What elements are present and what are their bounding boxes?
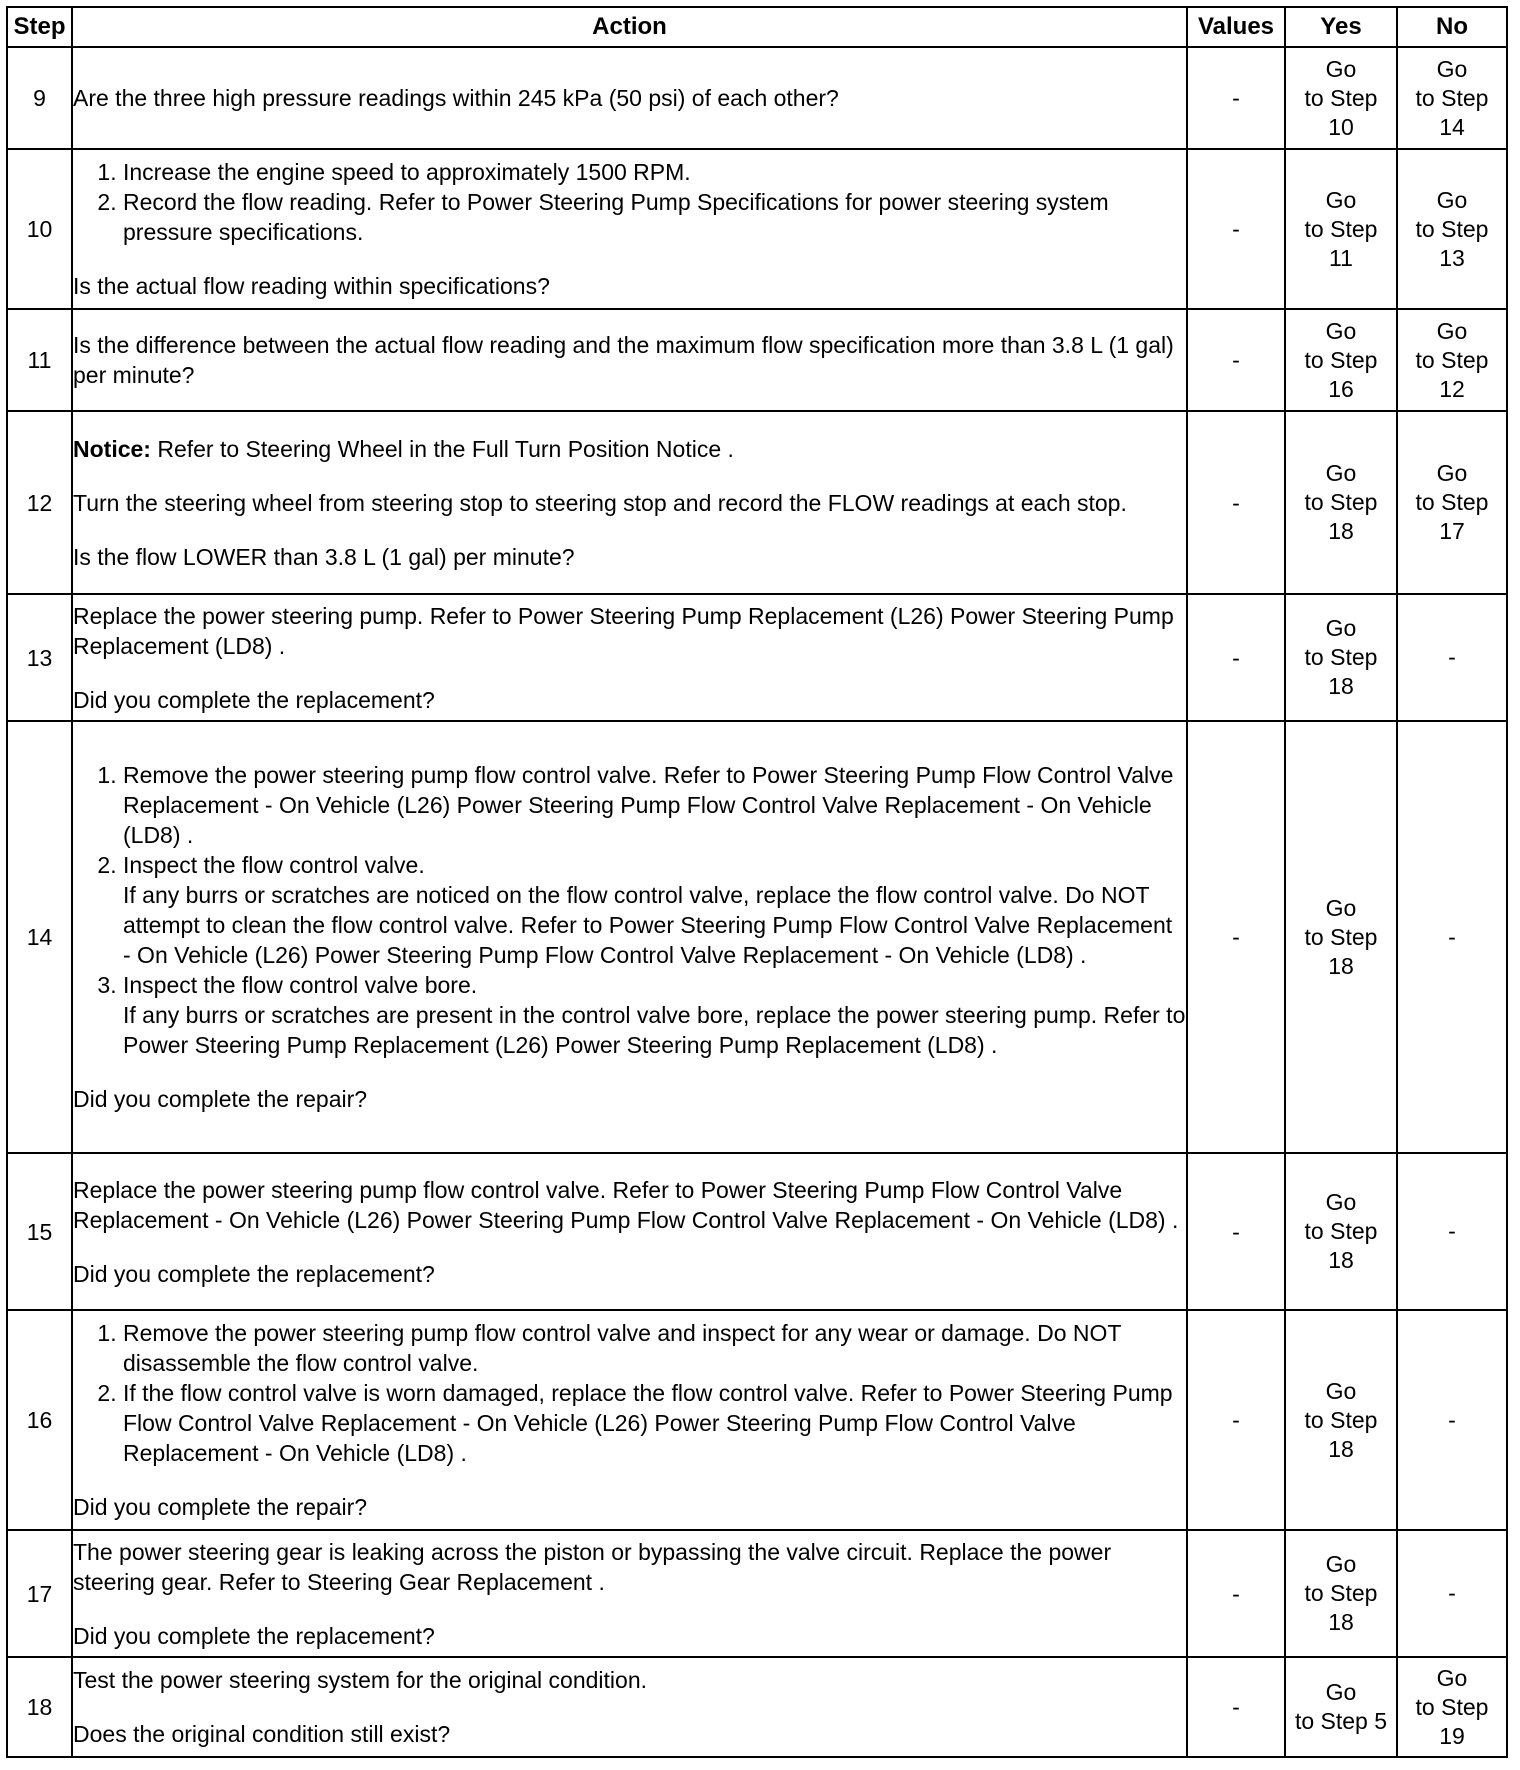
step-number: 9 [7, 47, 72, 149]
yes-go: Go [1325, 55, 1357, 82]
action-instruction: The power steering gear is leaking across the piston or bypassing the valve circuit. Replace the power steering gear. Refer to Steering Gear Replacement . [73, 1538, 1112, 1595]
action-text: Are the three high pressure readings within 245 kPa (50 psi) of each other? [73, 85, 839, 111]
no-dash: - [1448, 1218, 1456, 1244]
action-text: Is the difference between the actual flow reading and the maximum flow specification more than 3.8 L (1 gal) per minute? [73, 332, 1174, 388]
action-list [73, 1318, 1186, 1468]
notice [73, 434, 1186, 464]
no-go: Go [1436, 1664, 1468, 1691]
yes-step-number: 18 [1328, 518, 1354, 544]
yes-step-number: 16 [1328, 375, 1354, 402]
action-cell [72, 1153, 1187, 1310]
no-dash: - [1448, 644, 1456, 670]
table-row [7, 47, 1507, 149]
values-cell: - [1187, 1657, 1285, 1757]
action-cell [72, 721, 1187, 1153]
no-dash: - [1448, 923, 1456, 950]
table-row [7, 1153, 1507, 1310]
no-step-number: 19 [1439, 1722, 1465, 1749]
no-to-step: to Step [1415, 489, 1489, 515]
yes-to-step: to Step [1304, 84, 1378, 111]
header-row [7, 7, 1507, 47]
header-no: No [1397, 7, 1507, 47]
no-to-step: to Step [1415, 346, 1489, 373]
action-question: Did you complete the replacement? [73, 686, 435, 713]
table-row [7, 1310, 1507, 1530]
action-list [73, 157, 1186, 247]
yes-cell [1285, 721, 1397, 1153]
values-cell: - [1187, 721, 1285, 1153]
yes-to-step: to Step [1304, 346, 1378, 373]
values-cell: - [1187, 594, 1285, 721]
no-dash: - [1448, 1580, 1456, 1606]
yes-go: Go [1325, 460, 1357, 486]
list-item [123, 970, 1186, 1060]
action-instruction: Replace the power steering pump flow control valve. Refer to Power Steering Pump Flow Control Valve Replacement - On Vehicle (L26) Power Steering Pump Flow Control Valve Replacement - On Vehicle (LD8) . [73, 1176, 1179, 1233]
step-number: 12 [7, 411, 72, 594]
no-cell [1397, 721, 1507, 1153]
header-action: Action [72, 7, 1187, 47]
no-cell [1397, 1310, 1507, 1530]
step-number: 18 [7, 1657, 72, 1757]
yes-go: Go [1325, 317, 1357, 344]
yes-step-number: 18 [1328, 1435, 1354, 1462]
yes-cell [1285, 47, 1397, 149]
table-row [7, 594, 1507, 721]
step-number: 14 [7, 721, 72, 1153]
action-cell [72, 1657, 1187, 1757]
yes-to-step: to Step [1304, 644, 1378, 670]
action-question: Did you complete the replacement? [73, 1260, 435, 1287]
header-values: Values [1187, 7, 1285, 47]
list-item-main: Inspect the flow control valve. [123, 852, 425, 878]
values-cell: - [1187, 309, 1285, 411]
yes-step-number: 18 [1328, 1609, 1354, 1635]
table-row [7, 721, 1507, 1153]
yes-to-step: to Step [1304, 1218, 1378, 1244]
diagnostic-table [6, 6, 1508, 1758]
yes-step-number: 18 [1328, 952, 1354, 979]
action-cell [72, 1310, 1187, 1530]
step-number: 11 [7, 309, 72, 411]
yes-go: Go [1325, 894, 1357, 921]
no-cell [1397, 1153, 1507, 1310]
action-list [73, 760, 1186, 1060]
no-go: Go [1436, 55, 1468, 82]
yes-cell [1285, 594, 1397, 721]
yes-cell [1285, 1153, 1397, 1310]
yes-step-number: 18 [1328, 673, 1354, 699]
action-question: Did you complete the repair? [73, 1086, 368, 1112]
values-cell: - [1187, 149, 1285, 309]
yes-cell [1285, 1530, 1397, 1657]
step-number: 17 [7, 1530, 72, 1657]
yes-to-step: to Step [1304, 923, 1378, 950]
yes-to-step: to Step [1304, 1580, 1378, 1606]
yes-to-step: to Step 5 [1294, 1708, 1388, 1734]
notice-label: Notice: [73, 435, 151, 462]
list-item-main: Remove the power steering pump flow control valve. Refer to Power Steering Pump Flow Control Valve Replacement - On Vehicle (L26) Power Steering Pump Flow Control Valve Replacement - On Vehicle (LD8) . [123, 762, 1174, 848]
list-item [123, 850, 1186, 970]
table-row [7, 309, 1507, 411]
header-yes: Yes [1285, 7, 1397, 47]
no-cell [1397, 1657, 1507, 1757]
yes-step-number: 18 [1328, 1247, 1354, 1273]
yes-cell [1285, 309, 1397, 411]
no-go: Go [1436, 186, 1468, 213]
action-question: Did you complete the repair? [73, 1494, 368, 1520]
yes-step-number: 11 [1329, 244, 1353, 271]
no-cell [1397, 47, 1507, 149]
no-dash: - [1448, 1406, 1456, 1433]
yes-cell [1285, 1657, 1397, 1757]
notice-text: Refer to Steering Wheel in the Full Turn Position Notice . [157, 435, 734, 462]
no-to-step: to Step [1415, 1693, 1489, 1720]
action-instruction: Test the power steering system for the original condition. [73, 1667, 648, 1693]
yes-go: Go [1325, 1189, 1357, 1215]
yes-cell [1285, 149, 1397, 309]
yes-go: Go [1325, 1679, 1357, 1705]
table-row [7, 149, 1507, 309]
no-step-number: 14 [1439, 113, 1465, 140]
list-item: 1. Increase the engine speed to approximately 1500 RPM. [123, 157, 1186, 187]
yes-step-number: 10 [1328, 113, 1354, 140]
yes-to-step: to Step [1304, 489, 1378, 515]
header-step: Step [7, 7, 72, 47]
list-item-detail: If any burrs or scratches are noticed on the flow control valve, replace the flow control valve. Do NOT attempt to clean the flow control valve. Refer to Power Steering Pump Flow Control Valve Replacement - On Vehicle (L26) Power Steering Pump Flow Control Valve Replacement - On Vehicle (LD8) . [123, 882, 1173, 968]
action-question: Is the flow LOWER than 3.8 L (1 gal) per minute? [73, 543, 575, 570]
no-cell [1397, 411, 1507, 594]
step-number: 13 [7, 594, 72, 721]
action-cell [72, 309, 1187, 411]
yes-cell [1285, 411, 1397, 594]
yes-go: Go [1325, 186, 1357, 213]
list-item [123, 760, 1186, 850]
yes-cell [1285, 1310, 1397, 1530]
table-row [7, 1657, 1507, 1757]
step-number: 16 [7, 1310, 72, 1530]
no-cell [1397, 309, 1507, 411]
step-number: 15 [7, 1153, 72, 1310]
no-step-number: 17 [1439, 518, 1465, 544]
no-go: Go [1436, 317, 1468, 344]
action-cell [72, 47, 1187, 149]
yes-go: Go [1325, 615, 1357, 641]
values-cell: - [1187, 1310, 1285, 1530]
values-cell: - [1187, 1530, 1285, 1657]
action-cell [72, 149, 1187, 309]
list-item: 1. Remove the power steering pump flow control valve and inspect for any wear or damage. Do NOT disassemble the flow control valve. [123, 1318, 1186, 1378]
values-cell: - [1187, 411, 1285, 594]
no-cell [1397, 149, 1507, 309]
action-question: Is the actual flow reading within specifications? [73, 273, 550, 299]
action-cell [72, 1530, 1187, 1657]
yes-go: Go [1325, 1377, 1357, 1404]
action-instruction: Turn the steering wheel from steering stop to steering stop and record the FLOW readings at each stop. [73, 489, 1127, 516]
action-cell [72, 594, 1187, 721]
no-cell [1397, 594, 1507, 721]
action-instruction: Replace the power steering pump. Refer to Power Steering Pump Replacement (L26) Power Steering Pump Replacement (LD8) . [73, 602, 1174, 659]
action-question: Does the original condition still exist? [73, 1721, 451, 1747]
no-step-number: 13 [1439, 244, 1465, 271]
list-item: 2. If the flow control valve is worn damaged, replace the flow control valve. Refer to Power Steering Pump Flow Control Valve Replacement - On Vehicle (L26) Power Steering Pump Flow Control Valve Replacement - On Vehicle (LD8) . [123, 1378, 1186, 1468]
table-row [7, 1530, 1507, 1657]
no-cell [1397, 1530, 1507, 1657]
yes-to-step: to Step [1304, 215, 1378, 242]
list-item-detail: If any burrs or scratches are present in the control valve bore, replace the power steering pump. Refer to Power Steering Pump Replacement (L26) Power Steering Pump Replacement (LD8) . [123, 1002, 1186, 1058]
no-to-step: to Step [1415, 215, 1489, 242]
no-step-number: 12 [1439, 375, 1465, 402]
action-cell [72, 411, 1187, 594]
no-go: Go [1436, 460, 1468, 486]
values-cell: - [1187, 1153, 1285, 1310]
no-to-step: to Step [1415, 84, 1489, 111]
list-item: 2. Record the flow reading. Refer to Power Steering Pump Specifications for power steering system pressure specifications. [123, 187, 1186, 247]
values-cell: - [1187, 47, 1285, 149]
yes-to-step: to Step [1304, 1406, 1378, 1433]
action-question: Did you complete the replacement? [73, 1622, 435, 1649]
step-number: 10 [7, 149, 72, 309]
list-item-main: Inspect the flow control valve bore. [123, 972, 478, 998]
yes-go: Go [1325, 1551, 1357, 1577]
table-row [7, 411, 1507, 594]
